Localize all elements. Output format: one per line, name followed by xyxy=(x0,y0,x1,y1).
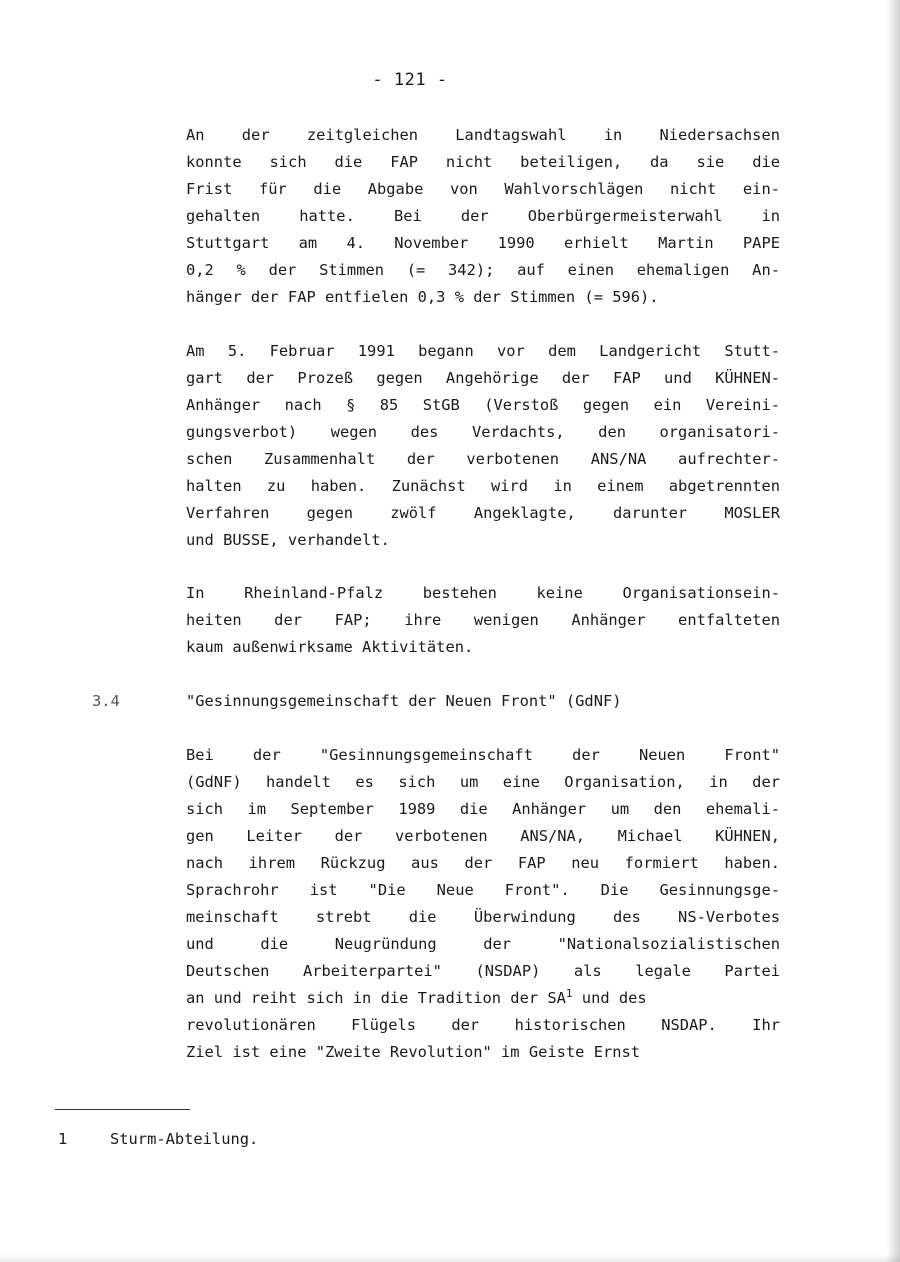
footnote-reference[interactable]: 1 xyxy=(565,987,573,1000)
paragraph-gdnf xyxy=(186,742,780,1066)
text-line: gart der Prozeß gegen Angehörige der FAP und KÜHNEN- xyxy=(186,369,780,387)
text-line: heiten der FAP; ihre wenigen Anhänger entfalteten xyxy=(186,611,780,629)
text-line: konnte sich die FAP nicht beteiligen, da sie die xyxy=(186,153,780,171)
text-line: und BUSSE, verhandelt. xyxy=(186,531,390,549)
text-line: schen Zusammenhalt der verbotenen ANS/NA aufrechter- xyxy=(186,450,780,468)
text-line: Frist für die Abgabe von Wahlvorschlägen nicht ein- xyxy=(186,180,780,198)
text-line: und die Neugründung der "Nationalsozialistischen xyxy=(186,935,780,953)
footnote-text: Sturm-Abteilung. xyxy=(110,1130,259,1148)
text-line: Am 5. Februar 1991 begann vor dem Landgericht Stutt- xyxy=(186,342,780,360)
text-line: hänger der FAP entfielen 0,3 % der Stimmen (= 596). xyxy=(186,288,659,306)
text-line: 0,2 % der Stimmen (= 342); auf einen ehemaligen An- xyxy=(186,261,780,279)
text-line: halten zu haben. Zunächst wird in einem abgetrennten xyxy=(186,477,780,495)
text-line: revolutionären Flügels der historischen NSDAP. Ihr xyxy=(186,1016,780,1034)
text-line: Bei der "Gesinnungsgemeinschaft der Neuen Front" xyxy=(186,746,780,764)
text-line: kaum außenwirksame Aktivitäten. xyxy=(186,638,474,656)
text-line: In Rheinland-Pfalz bestehen keine Organisationsein- xyxy=(186,584,780,602)
text-line: Verfahren gegen zwölf Angeklagte, darunter MOSLER xyxy=(186,504,780,522)
text-line: Ziel ist eine "Zweite Revolution" im Geiste Ernst xyxy=(186,1043,641,1061)
footnote-divider xyxy=(55,1109,190,1110)
footnote-marker: 1 xyxy=(58,1130,68,1148)
text-line: Deutschen Arbeiterpartei" (NSDAP) als legale Partei xyxy=(186,962,780,980)
text-line: gen Leiter der verbotenen ANS/NA, Michael KÜHNEN, xyxy=(186,827,780,845)
text-line-with-footnote xyxy=(186,985,780,1012)
text-line: Sprachrohr ist "Die Neue Front". Die Gesinnungsge- xyxy=(186,881,780,899)
text-line: meinschaft strebt die Überwindung des NS-Verbotes xyxy=(186,908,780,926)
section-number: 3.4 xyxy=(92,692,120,710)
scan-shadow-bottom xyxy=(0,1254,900,1262)
text-line: gehalten hatte. Bei der Oberbürgermeisterwahl in xyxy=(186,207,780,225)
text-line: nach ihrem Rückzug aus der FAP neu formiert haben. xyxy=(186,854,780,872)
text-line-part: und des xyxy=(572,989,647,1007)
paragraph-landtagswahl xyxy=(186,122,780,311)
paragraph-prozess xyxy=(186,338,780,554)
paragraph-rheinland-pfalz xyxy=(186,580,780,661)
text-line: gungsverbot) wegen des Verdachts, den organisatori- xyxy=(186,423,780,441)
page-number: - 121 - xyxy=(372,70,448,90)
scan-shadow-edge xyxy=(886,0,900,1262)
text-line: Anhänger nach § 85 StGB (Verstoß gegen ein Vereini- xyxy=(186,396,780,414)
text-line-part: an und reiht sich in die Tradition der SA xyxy=(186,989,566,1007)
text-line: sich im September 1989 die Anhänger um den ehemali- xyxy=(186,800,780,818)
text-line: (GdNF) handelt es sich um eine Organisation, in der xyxy=(186,773,780,791)
text-line: An der zeitgleichen Landtagswahl in Niedersachsen xyxy=(186,126,780,144)
text-line: Stuttgart am 4. November 1990 erhielt Martin PAPE xyxy=(186,234,780,252)
section-heading: "Gesinnungsgemeinschaft der Neuen Front" (GdNF) xyxy=(186,692,622,710)
